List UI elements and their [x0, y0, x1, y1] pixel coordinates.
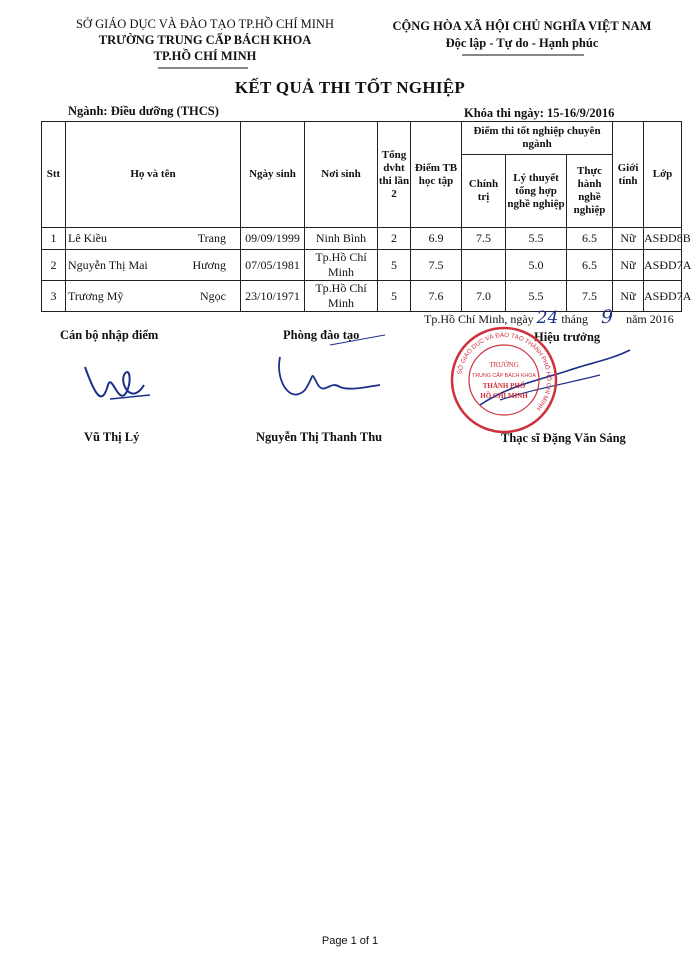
header-practice: Thực hành nghề nghiệp — [567, 155, 613, 228]
cell-politics: 7.0 — [462, 281, 506, 312]
cell-pob: Tp.Hồ Chí Minh — [305, 281, 378, 312]
cell-pob: Tp.Hồ Chí Minh — [305, 250, 378, 281]
stamp-line1: TRƯỜNG — [489, 361, 519, 369]
cell-average: 7.6 — [411, 281, 462, 312]
cell-gender: Nữ — [613, 250, 644, 281]
cell-class: ASĐD7A — [644, 250, 682, 281]
date-month: 9 — [600, 306, 614, 328]
header-underline-left — [158, 67, 248, 69]
signer-principal-name: Thạc sĩ Đặng Văn Sáng — [501, 431, 626, 445]
major-label: Ngành: Điều dưỡng (THCS) — [68, 104, 219, 118]
header-underline-right — [462, 54, 584, 56]
cell-last-name: Trang — [197, 231, 226, 245]
cell-theory: 5.0 — [506, 250, 567, 281]
cell-stt: 1 — [42, 228, 66, 250]
header-graduation-scores: Điểm thi tốt nghiệp chuyên ngành — [462, 122, 613, 155]
header-stt: Stt — [42, 122, 66, 228]
cell-class: ASĐD7A — [644, 281, 682, 312]
cell-stt: 2 — [42, 250, 66, 281]
header-politics: Chính trị — [462, 155, 506, 228]
cell-units: 2 — [378, 228, 411, 250]
school-header — [40, 16, 370, 64]
cell-units: 5 — [378, 281, 411, 312]
signer-entry-title: Cán bộ nhập điểm — [60, 328, 159, 342]
cell-politics — [462, 250, 506, 281]
exam-session-label: Khóa thi ngày: 15-16/9/2016 — [464, 106, 615, 120]
header-average: Điểm TB học tập — [411, 122, 462, 228]
cell-name — [66, 250, 241, 281]
header-theory: Lý thuyết tổng hợp nghề nghiệp — [506, 155, 567, 228]
cell-practice: 7.5 — [567, 281, 613, 312]
cell-first-name: Nguyễn Thị Mai — [68, 257, 148, 272]
cell-name — [66, 281, 241, 312]
school-city: TP.HỒ CHÍ MINH — [153, 49, 257, 63]
cell-average: 7.5 — [411, 250, 462, 281]
header-gender: Giới tính — [613, 122, 644, 228]
department-name: SỞ GIÁO DỤC VÀ ĐÀO TẠO TP.HỒ CHÍ MINH — [75, 17, 334, 31]
header-name: Họ và tên — [66, 122, 241, 228]
signature-training-office — [270, 335, 390, 410]
cell-stt: 3 — [42, 281, 66, 312]
cell-class: ASĐD8B — [644, 228, 682, 250]
signer-training-title: Phòng đào tạo — [283, 328, 360, 342]
cell-practice: 6.5 — [567, 250, 613, 281]
results-table — [41, 121, 692, 312]
cell-pob: Ninh Bình — [305, 228, 378, 250]
header-class: Lớp — [644, 122, 682, 228]
stamp-outer-ring — [452, 328, 556, 432]
header-total-units: Tổng dvht thi lần 2 — [378, 122, 411, 228]
cell-units: 5 — [378, 250, 411, 281]
cell-politics: 7.5 — [462, 228, 506, 250]
cell-theory: 5.5 — [506, 228, 567, 250]
cell-first-name: Lê Kiều — [68, 231, 107, 245]
signature-entry-officer — [80, 355, 160, 415]
cell-gender: Nữ — [613, 281, 644, 312]
national-motto: Độc lập - Tự do - Hạnh phúc — [445, 36, 599, 50]
signer-training-name: Nguyễn Thị Thanh Thu — [256, 430, 383, 444]
stamp-inner-ring — [469, 345, 539, 415]
cell-average: 6.9 — [411, 228, 462, 250]
date-month-label: tháng — [561, 312, 588, 326]
table-row — [42, 228, 682, 250]
stamp-line4: HỒ CHÍ MINH — [480, 392, 528, 400]
cell-gender: Nữ — [613, 228, 644, 250]
stamp-line2: TRUNG CẤP BÁCH KHOA — [472, 373, 536, 379]
date-day: 24 — [536, 308, 559, 328]
national-title: CỘNG HÒA XÃ HỘI CHỦ NGHĨA VIỆT NAM — [392, 19, 652, 33]
cell-dob: 23/10/1971 — [241, 281, 305, 312]
cell-name — [66, 228, 241, 250]
national-header — [372, 18, 672, 52]
official-stamp — [449, 325, 559, 435]
cell-last-name: Ngọc — [200, 288, 226, 303]
stamp-line3: THÀNH PHỐ — [482, 382, 526, 390]
header-pob: Nơi sinh — [305, 122, 378, 228]
stamp-ring-text: SỞ GIÁO DỤC VÀ ĐÀO TẠO THÀNH PHỐ HỒ CHÍ MINH — [456, 331, 553, 412]
header-dob: Ngày sinh — [241, 122, 305, 228]
cell-dob: 07/05/1981 — [241, 250, 305, 281]
signer-principal-title: Hiệu trưởng — [534, 330, 601, 344]
cell-first-name: Trương Mỹ — [68, 288, 124, 303]
cell-practice: 6.5 — [567, 228, 613, 250]
date-prefix: Tp.Hồ Chí Minh, ngày — [424, 312, 534, 326]
page-footer: Page 1 of 1 — [321, 935, 379, 947]
date-year: năm 2016 — [626, 312, 674, 326]
cell-last-name: Hương — [192, 257, 226, 272]
school-name: TRƯỜNG TRUNG CẤP BÁCH KHOA — [98, 33, 312, 47]
cell-dob: 09/09/1999 — [241, 228, 305, 250]
page-title: KẾT QUẢ THI TỐT NGHIỆP — [234, 78, 466, 97]
cell-theory: 5.5 — [506, 281, 567, 312]
table-row — [42, 250, 682, 281]
signer-entry-name: Vũ Thị Lý — [84, 430, 140, 444]
